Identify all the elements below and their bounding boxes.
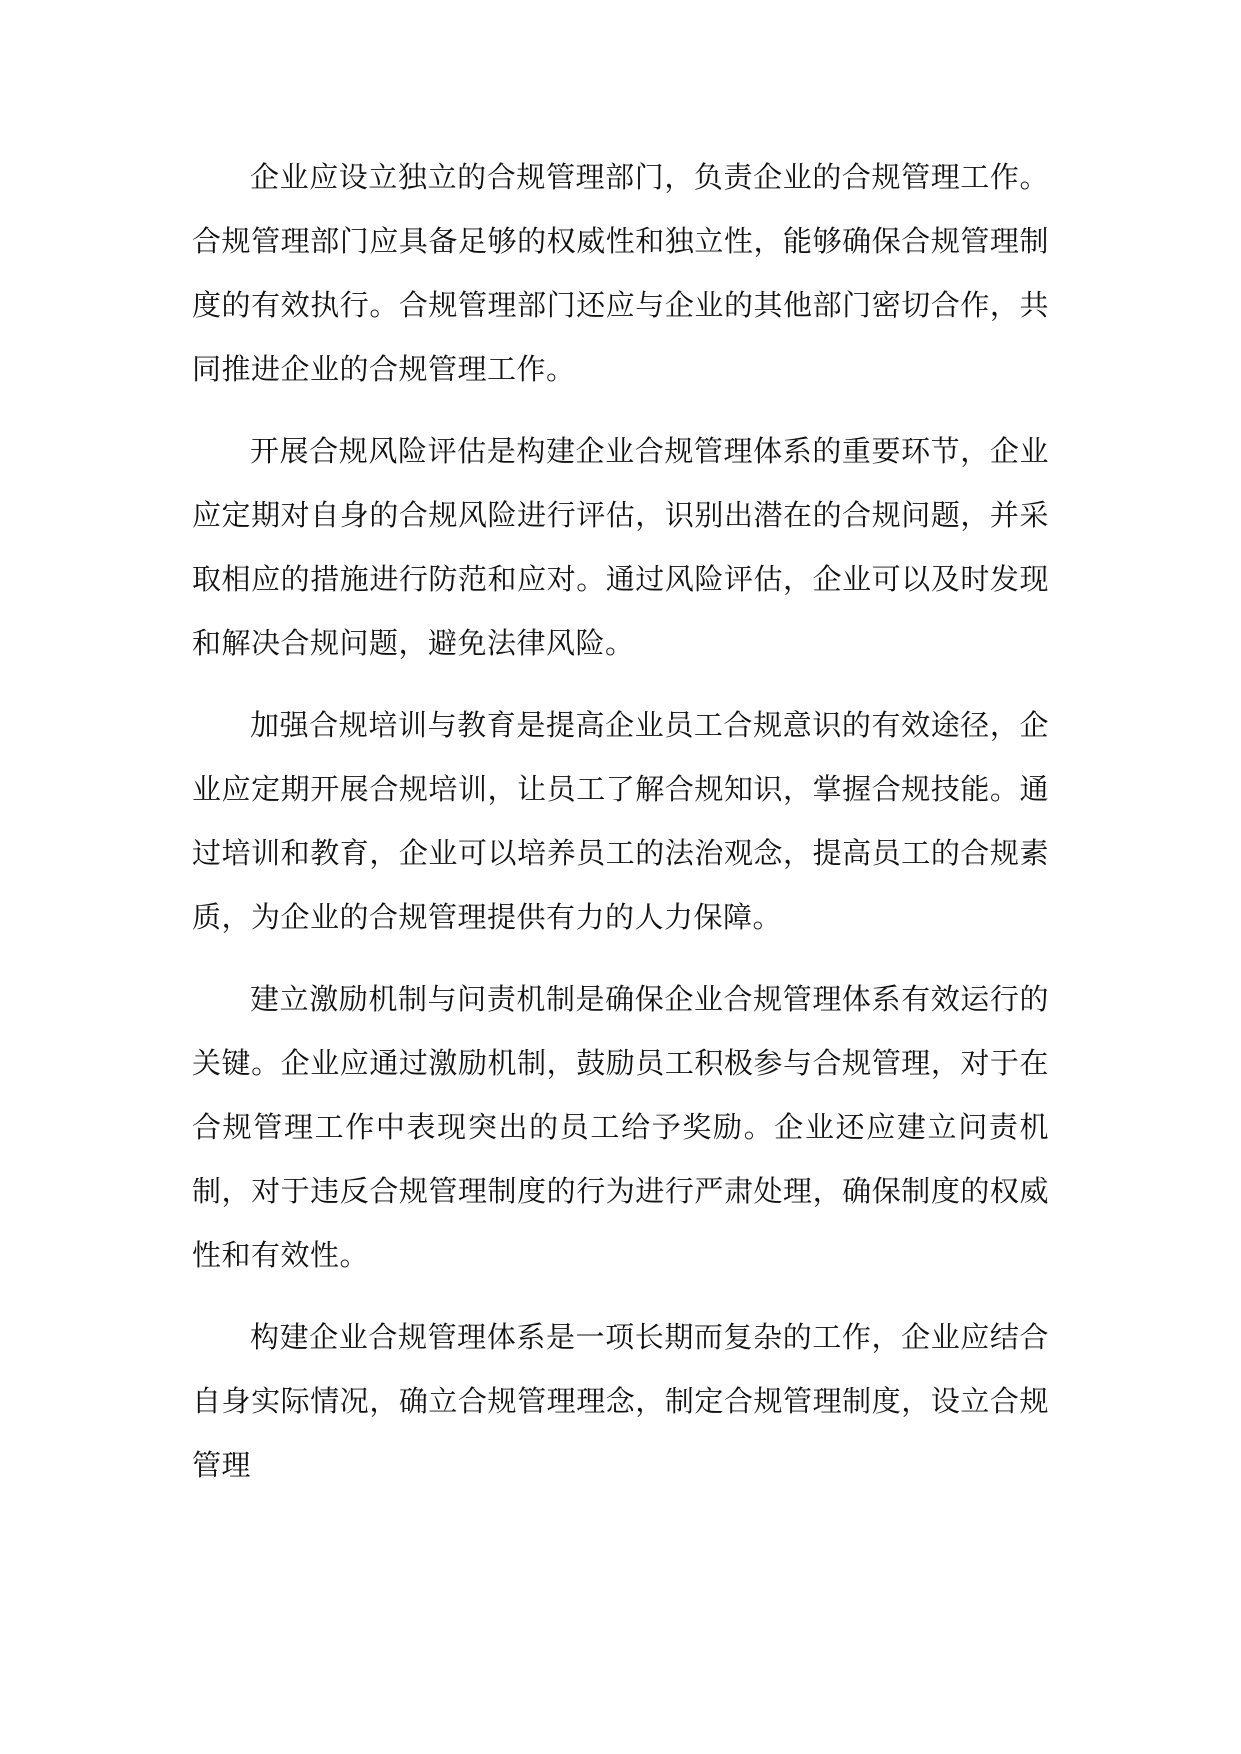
paragraph-risk-assessment: 开展合规风险评估是构建企业合规管理体系的重要环节，企业应定期对自身的合规风险进行评估，识别出潜在的合规问题，并采取相应的措施进行防范和应对。通过风险评估，企业可以及时发现和解决合规问题，避免法律风险。 — [192, 434, 1049, 660]
paragraph-compliance-department: 企业应设立独立的合规管理部门，负责企业的合规管理工作。合规管理部门应具备足够的权威性和独立性，能够确保合规管理制度的有效执行。合规管理部门还应与企业的其他部门密切合作，共同推进企业的合规管理工作。 — [192, 160, 1049, 386]
paragraph-training-education: 加强合规培训与教育是提高企业员工合规意识的有效途径，企业应定期开展合规培训，让员工了解合规知识，掌握合规技能。通过培训和教育，企业可以培养员工的法治观念，提高员工的合规素质，为企业的合规管理提供有力的人力保障。 — [192, 708, 1049, 934]
document-body — [192, 145, 1049, 1515]
paragraph-system-construction: 构建企业合规管理体系是一项长期而复杂的工作，企业应结合自身实际情况，确立合规管理理念，制定合规管理制度，设立合规管理 — [192, 1320, 1049, 1482]
paragraph-incentive-accountability: 建立激励机制与问责机制是确保企业合规管理体系有效运行的关键。企业应通过激励机制，鼓励员工积极参与合规管理，对于在合规管理工作中表现突出的员工给予奖励。企业还应建立问责机制，对于违反合规管理制度的行为进行严肃处理，确保制度的权威性和有效性。 — [192, 982, 1049, 1272]
